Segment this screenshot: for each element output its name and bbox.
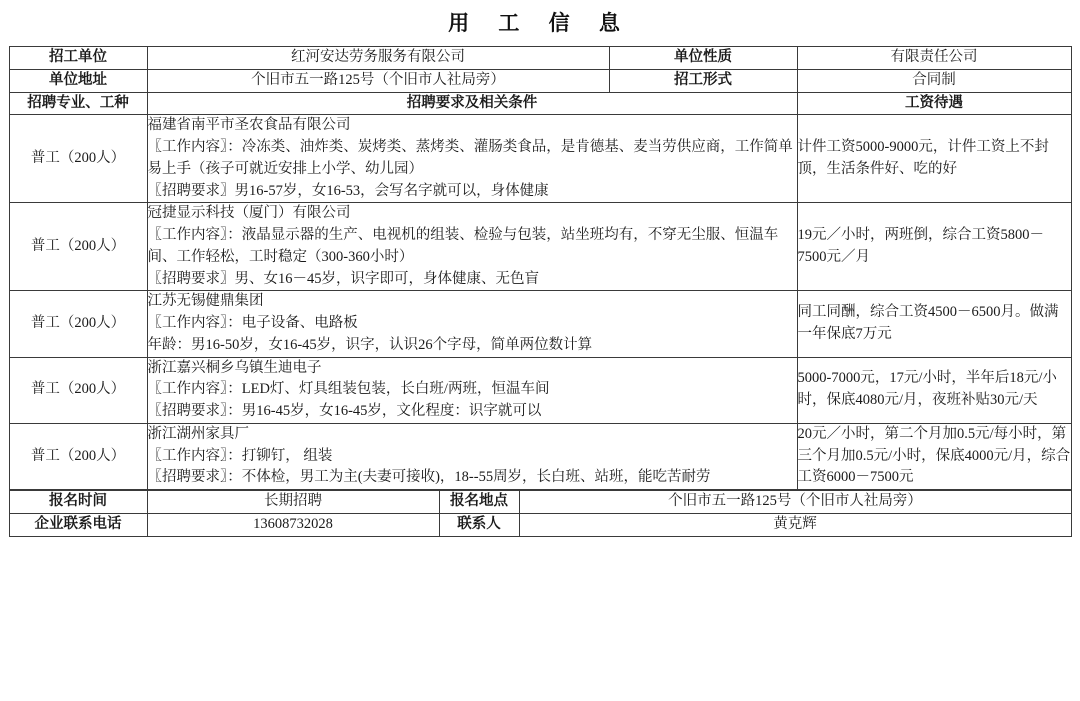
footer-table xyxy=(9,490,1072,537)
contact-value: 黄克辉 xyxy=(519,513,1071,536)
signup-time-label: 报名时间 xyxy=(9,491,147,514)
job-detail-line: 冠捷显示科技（厦门）有限公司 xyxy=(147,205,351,222)
job-detail xyxy=(147,115,797,203)
contact-label: 联系人 xyxy=(439,513,519,536)
hiring-form-value: 合同制 xyxy=(797,69,1071,92)
job-detail-line: 〖招聘要求〗男、女16－45岁，识字即可，身体健康、无色盲 xyxy=(147,270,539,287)
signup-time-value: 长期招聘 xyxy=(147,491,439,514)
employer-label: 招工单位 xyxy=(9,47,147,70)
job-title: 普工（200人） xyxy=(9,115,147,203)
job-detail-line: 〖招聘要求〗：不体检，男工为主(夫妻可接收)，18--55周岁，长白班、站班，能吃苦耐劳 xyxy=(147,469,711,486)
job-salary-line: 计件工资5000-9000元，计件工资上不封顶，生活条件好、吃的好 xyxy=(797,139,1049,177)
address-label: 单位地址 xyxy=(9,69,147,92)
job-detail-line: 〖工作内容〗：打铆钉， 组装 xyxy=(147,447,333,464)
address-value: 个旧市五一路125号（个旧市人社局旁） xyxy=(147,69,609,92)
signup-place-label: 报名地点 xyxy=(439,491,519,514)
footer-row-signup xyxy=(9,491,1071,514)
job-detail-line: 福建省南平市圣农食品有限公司 xyxy=(147,117,351,134)
table-row xyxy=(9,357,1071,423)
job-salary xyxy=(797,291,1071,357)
table-row xyxy=(9,115,1071,203)
job-salary xyxy=(797,357,1071,423)
page-title: 用 工 信 息 xyxy=(448,11,632,35)
job-detail-line: 〖工作内容〗：电子设备、电路板 xyxy=(147,315,358,331)
job-salary-line: 5000-7000元，17元/小时，半年后18元/小时，保底4080元/月，夜班补贴30元/天 xyxy=(797,370,1057,409)
table-row-address xyxy=(9,69,1071,92)
job-detail xyxy=(147,423,797,489)
table-row xyxy=(9,291,1071,357)
nature-label: 单位性质 xyxy=(609,47,797,70)
table-row-employer xyxy=(9,47,1071,70)
job-detail xyxy=(147,203,797,291)
column-header-salary: 工资待遇 xyxy=(797,92,1071,115)
job-detail-line: 〖工作内容〗：冷冻类、油炸类、炭烤类、蒸烤类、灌肠类食品，是肯德基、麦当劳供应商，工作简单易上手（孩子可就近安排上小学、幼儿园） xyxy=(147,139,793,177)
job-detail xyxy=(147,357,797,423)
hiring-form-label: 招工形式 xyxy=(609,69,797,92)
job-detail xyxy=(147,291,797,357)
recruitment-table xyxy=(9,46,1072,490)
job-title: 普工（200人） xyxy=(9,423,147,489)
job-detail-line: 浙江嘉兴桐乡乌镇生迪电子 xyxy=(147,359,322,376)
job-salary xyxy=(797,115,1071,203)
nature-value: 有限责任公司 xyxy=(797,47,1071,70)
phone-label: 企业联系电话 xyxy=(9,513,147,536)
table-column-headers xyxy=(9,92,1071,115)
job-salary-line: 19元／小时，两班倒，综合工资5800－7500元／月 xyxy=(797,227,1044,265)
table-row xyxy=(9,423,1071,489)
job-detail-line: 年龄：男16-50岁，女16-45岁，识字，认识26个字母，简单两位数计算 xyxy=(147,336,593,353)
signup-place-value: 个旧市五一路125号（个旧市人社局旁） xyxy=(519,491,1071,514)
job-detail-line: 〖工作内容〗：LED灯、灯具组装包装，长白班/两班，恒温车间 xyxy=(147,381,550,398)
job-salary-line: 同工同酬，综合工资4500－6500月。做满一年保底7万元 xyxy=(797,304,1059,342)
job-title: 普工（200人） xyxy=(9,357,147,423)
job-title: 普工（200人） xyxy=(9,291,147,357)
job-detail-line: 〖招聘要求〗男16-57岁，女16-53，会写名字就可以，身体健康 xyxy=(147,182,549,199)
column-header-profession: 招聘专业、工种 xyxy=(9,92,147,115)
job-detail-line: 江苏无锡健鼎集团 xyxy=(147,293,264,310)
phone-value: 13608732028 xyxy=(147,513,439,536)
job-detail-line: 〖招聘要求〗：男16-45岁，女16-45岁，文化程度：识字就可以 xyxy=(147,403,542,419)
job-salary-line: 20元／小时，第二个月加0.5元/每小时，第三个月加0.5元/小时，保底4000元/月，综合工资6000－7500元 xyxy=(797,425,1071,486)
employer-value: 红河安达劳务服务有限公司 xyxy=(147,47,609,70)
column-header-requirements: 招聘要求及相关条件 xyxy=(147,92,797,115)
job-salary xyxy=(797,423,1071,489)
table-row xyxy=(9,203,1071,291)
job-detail-line: 浙江湖州家具厂 xyxy=(147,425,249,442)
job-title: 普工（200人） xyxy=(9,203,147,291)
footer-row-contact xyxy=(9,513,1071,536)
job-detail-line: 〖工作内容〗：液晶显示器的生产、电视机的组装、检验与包装，站坐班均有，不穿无尘服、恒温车间、工作轻松，工时稳定（300-360小时） xyxy=(147,227,779,265)
job-salary xyxy=(797,203,1071,291)
